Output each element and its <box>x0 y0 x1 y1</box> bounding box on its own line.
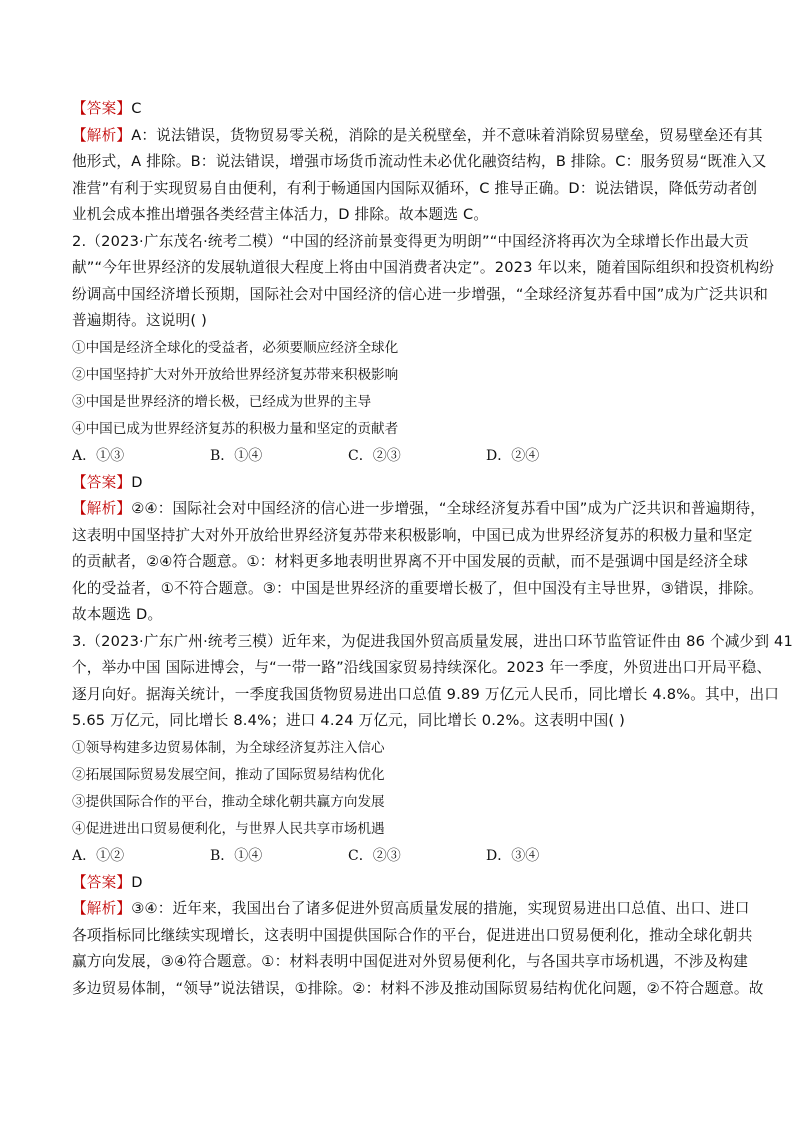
question-stem: 2.（2023·广东茂名·统考二模）“中国的经济前景变得更为明朗”“中国经济将再次为全球增长作出最大贡 <box>72 232 749 250</box>
statement-option: ④促进进出口贸易便利化，与世界人民共享市场机遇 <box>72 820 385 837</box>
answer-choices <box>72 843 732 870</box>
analysis-line: 业机会成本推出增强各类经营主体活力，D 排除。故本题选 C。 <box>72 206 489 223</box>
analysis-line: 他形式，A 排除。B：说法错误，增强市场货币流动性未必优化融资结构，B 排除。C：服务贸易“既准入又 <box>72 153 767 170</box>
analysis-line: 故本题选 D。 <box>72 606 163 623</box>
answer-tag: 【答案】 <box>72 473 132 491</box>
choice-b: B．①④ <box>210 847 263 864</box>
choice-b: B．①④ <box>210 447 263 464</box>
statement-option: ③提供国际合作的平台，推动全球化朝共赢方向发展 <box>72 793 385 810</box>
statement-option: ④中国已成为世界经济复苏的积极力量和坚定的贡献者 <box>72 420 399 437</box>
analysis-line: 各项指标同比继续实现增长，这表明中国提供国际合作的平台，促进进出口贸易便利化，推动全球化朝共 <box>72 926 753 944</box>
question-stem: 3.（2023·广东广州·统考三模）近年来，为促进我国外贸高质量发展，进出口环节监管证件由 86 个减少到 41 <box>72 632 793 650</box>
choice-c: C．②③ <box>348 847 401 864</box>
answer-line-q3 <box>72 870 732 897</box>
statement-option: ③中国是世界经济的增长极，已经成为世界的主导 <box>72 393 372 410</box>
question-stem: 个，举办中国 国际进博会，与“一带一路”沿线国家贸易持续深化。2023 年一季度，外贸进出口开局平稳、 <box>72 659 772 676</box>
question-stem: 纷调高中国经济增长预期，国际社会对中国经济的信心进一步增强，“全球经济复苏看中国”成为广泛共识和 <box>72 285 769 303</box>
answer-tag: 【答案】 <box>72 873 132 891</box>
answer-tag: 【答案】 <box>72 100 132 117</box>
analysis-line: 【解析】A：说法错误，货物贸易零关税，消除的是关税壁垒，并不意味着消除贸易壁垒，贸易壁垒还有其 <box>72 126 763 144</box>
statement-option: ②拓展国际贸易发展空间，推动了国际贸易结构优化 <box>72 766 385 783</box>
question-stem: 逐月向好。据海关统计，一季度我国货物贸易进出口总值 9.89 万亿元人民币，同比增长 4.8%。其中，出口 <box>72 685 780 703</box>
choice-a: A．①② <box>72 847 125 864</box>
question-stem: 普遍期待。这说明( ) <box>72 312 207 329</box>
document-page <box>72 96 793 1002</box>
analysis-line: 这表明中国坚持扩大对外开放给世界经济复苏带来积极影响，中国已成为世界经济复苏的积极力量和坚定 <box>72 526 753 544</box>
analysis-line: 准营”有利于实现贸易自由便利，有利于畅通国内国际双循环，C 推导正确。D：说法错误，降低劳动者创 <box>72 179 758 197</box>
analysis-tag: 【解析】 <box>72 500 132 517</box>
analysis-line: 【解析】③④：近年来，我国出台了诸多促进外贸高质量发展的措施，实现贸易进出口总值、出口、进口 <box>72 900 750 917</box>
choice-d: D．②④ <box>486 447 540 464</box>
choice-a: A．①③ <box>72 447 125 464</box>
analysis-line: 【解析】②④：国际社会对中国经济的信心进一步增强，“全球经济复苏看中国”成为广泛共识和普遍期待， <box>72 500 766 517</box>
analysis-line: 多边贸易体制，“领导”说法错误，①排除。②：材料不涉及推动国际贸易结构优化问题，②不符合题意。故 <box>72 979 764 997</box>
analysis-tag: 【解析】 <box>72 126 132 144</box>
analysis-line: 赢方向发展，③④符合题意。①：材料表明中国促进对外贸易便利化，与各国共享市场机遇，不涉及构建 <box>72 953 748 970</box>
answer-line-q2 <box>72 470 732 497</box>
answer-choices <box>72 443 732 470</box>
choice-d: D．③④ <box>486 847 540 864</box>
analysis-line: 化的受益者，①不符合题意。③：中国是世界经济的重要增长极了，但中国没有主导世界，③错误，排除。 <box>72 579 763 597</box>
answer-value: C <box>131 100 142 117</box>
statement-option: ①领导构建多边贸易体制，为全球经济复苏注入信心 <box>72 739 385 756</box>
answer-value: D <box>131 473 143 491</box>
choice-c: C．②③ <box>348 447 401 464</box>
analysis-tag: 【解析】 <box>72 900 132 917</box>
statement-option: ①中国是经济全球化的受益者，必须要顺应经济全球化 <box>72 339 399 356</box>
statement-option: ②中国坚持扩大对外开放给世界经济复苏带来积极影响 <box>72 366 399 383</box>
answer-value: D <box>131 873 143 891</box>
answer-line-q1 <box>72 96 732 123</box>
question-stem: 献”“今年世界经济的发展轨道很大程度上将由中国消费者决定”。2023 年以来，随着国际组织和投资机构纷 <box>72 259 775 276</box>
analysis-line: 的贡献者，②④符合题意。①：材料更多地表明世界离不开中国发展的贡献，而不是强调中国是经济全球 <box>72 553 748 570</box>
question-stem: 5.65 万亿元，同比增长 8.4%；进口 4.24 万亿元，同比增长 0.2%。这表明中国( ) <box>72 712 626 729</box>
